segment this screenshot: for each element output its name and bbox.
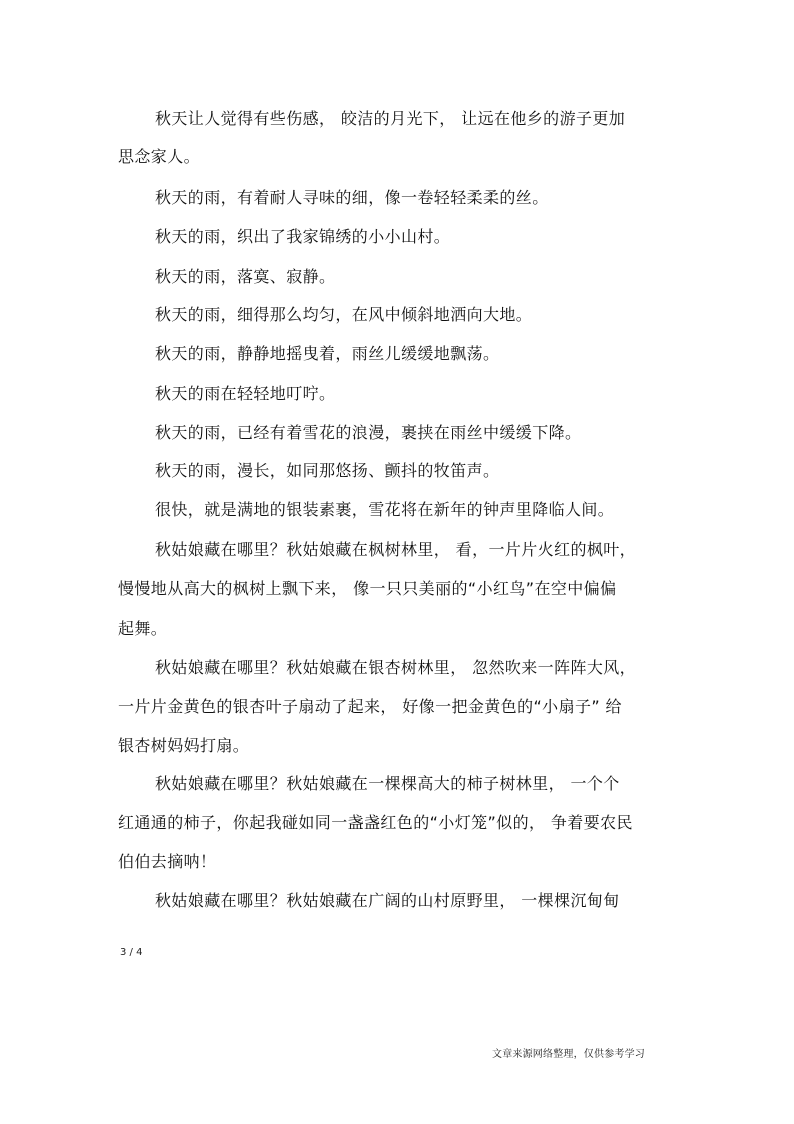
text-line: 秋姑娘藏在哪里？秋姑娘藏在广阔的山村原野里， 一棵棵沉甸甸: [155, 891, 620, 910]
text-line: 银杏树妈妈打扇。: [118, 736, 250, 755]
footer-note: 文章来源网络整理，仅供参考学习: [492, 1049, 645, 1060]
text-line: 一片片金黄色的银杏叶子扇动了起来， 好像一把金黄色的“小扇子” 给: [118, 697, 622, 716]
text-line: 秋姑娘藏在哪里？秋姑娘藏在枫树林里， 看，一片片火红的枫叶，: [155, 540, 637, 559]
text-line: 伯伯去摘呐！: [118, 852, 217, 871]
page-number: 3 / 4: [120, 947, 143, 958]
text-line: 秋天的雨，细得那么均匀，在风中倾斜地洒向大地。: [155, 305, 533, 324]
text-line: 起舞。: [118, 619, 168, 638]
text-line: 秋天让人觉得有些伤感， 皎洁的月光下， 让远在他乡的游子更加: [155, 109, 626, 128]
text-line: 秋天的雨，落寞、寂静。: [155, 267, 336, 286]
text-line: 秋天的雨，静静地摇曳着，雨丝儿缓缓地飘荡。: [155, 344, 500, 363]
text-line: 秋天的雨在轻轻地叮咛。: [155, 384, 336, 403]
text-line: 红通通的柿子，你起我碰如同一盏盏红色的“小灯笼”似的， 争着要农民: [118, 813, 633, 832]
text-line: 很快，就是满地的银装素裹，雪花将在新年的钟声里降临人间。: [155, 500, 615, 519]
text-line: 秋天的雨，有着耐人寻味的细，像一卷轻轻柔柔的丝。: [155, 188, 549, 207]
text-line: 秋天的雨，漫长，如同那悠扬、颤抖的牧笛声。: [155, 461, 500, 480]
text-line: 秋姑娘藏在哪里？秋姑娘藏在银杏树林里， 忽然吹来一阵阵大风，: [155, 658, 637, 677]
text-line: 慢慢地从高大的枫树上飘下来， 像一只只美丽的“小红鸟”在空中偏偏: [118, 579, 617, 598]
text-line: 秋天的雨，已经有着雪花的浪漫，裹挟在雨丝中缓缓下降。: [155, 423, 582, 442]
text-line: 秋姑娘藏在哪里？秋姑娘藏在一棵棵高大的柿子树林里， 一个个: [155, 774, 620, 793]
text-line: 秋天的雨，织出了我家锦绣的小小山村。: [155, 227, 451, 246]
text-line: 思念家人。: [118, 147, 201, 166]
